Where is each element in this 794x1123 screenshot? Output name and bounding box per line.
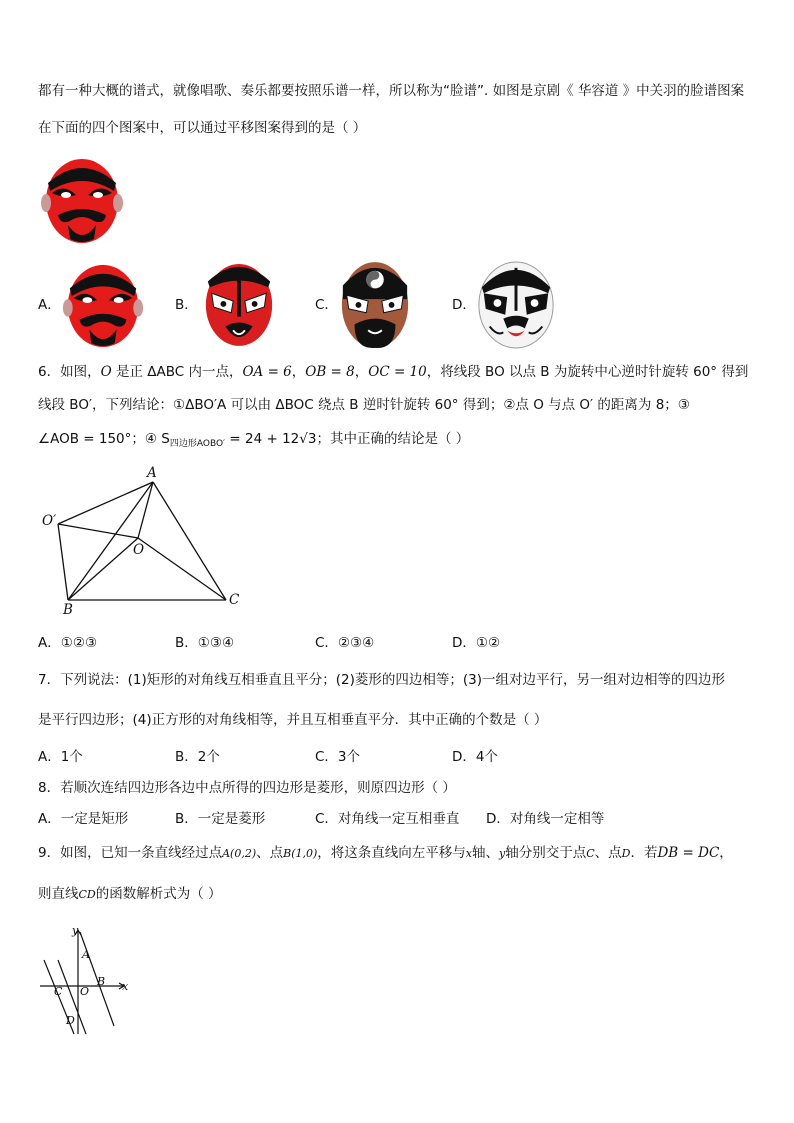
- q8-option-d: D．对角线一定相等: [486, 811, 605, 827]
- q5-text-line1: 都有一种大概的谱式，就像唱歌、奏乐都要按照乐谱一样，所以称为“脸谱”. 如图是京剧《 华容道 》中关羽的脸谱图案: [38, 83, 745, 99]
- q9-fig-label-y: y: [72, 924, 79, 937]
- q6-text-line1: 6．如图，O 是正 ΔABC 内一点，OA = 6，OB = 8，OC = 10，将线段 BO 以点 B 为旋转中心逆时针旋转 60° 得到: [38, 364, 749, 380]
- q7-option-c: C．3个: [315, 749, 361, 765]
- q9-text-line1: 9．如图，已知一条直线经过点A(0,2)、点B(1,0)，将这条直线向左平移与x轴、y轴分别交于点C、点D．若DB = DC，: [38, 845, 733, 861]
- q7-option-b: B．2个: [175, 749, 220, 765]
- q6-fig-label-a: A: [147, 465, 157, 481]
- q7-option-d: D．4个: [452, 749, 498, 765]
- q6-option-b: B．①③④: [175, 635, 235, 651]
- q8-option-a: A．一定是矩形: [38, 811, 129, 827]
- q9-fig-label-d: D: [66, 1014, 75, 1027]
- q8-text-line1: 8．若顺次连结四边形各边中点所得的四边形是菱形，则原四边形（ ）: [38, 780, 456, 796]
- q9-fig-label-x: x: [122, 980, 129, 993]
- q6-option-d: D．①②: [452, 635, 501, 651]
- q5-option-b-label: B．: [175, 297, 198, 313]
- q7-text-line2: 是平行四边形；(4)正方形的对角线相等，并且互相垂直平分．其中正确的个数是（ ）: [38, 712, 548, 728]
- q5-option-c-mask: [337, 256, 413, 350]
- q8-option-c: C．对角线一定互相垂直: [315, 811, 460, 827]
- q9-text-line2: 则直线CD的函数解析式为（ ）: [38, 886, 222, 902]
- q5-option-a-label: A．: [38, 297, 61, 313]
- q9-fig-label-a: A: [82, 948, 90, 961]
- q8-option-b: B．一定是菱形: [175, 811, 266, 827]
- q7-text-line1: 7．下列说法：(1)矩形的对角线互相垂直且平分；(2)菱形的四边相等；(3)一组对边平行，另一组对边相等的四边形: [38, 672, 725, 688]
- q6-fig-label-c: C: [229, 592, 240, 608]
- q6-option-c: C．②③④: [315, 635, 375, 651]
- q6-fig-label-b: B: [63, 602, 73, 618]
- q5-option-a-mask: [60, 258, 146, 350]
- q9-fig-label-b: B: [97, 975, 106, 988]
- q6-text-line2: 线段 BO′，下列结论：①ΔBO′A 可以由 ΔBOC 绕点 B 逆时针旋转 60° 得到；②点 O 与点 O′ 的距离为 8；③: [38, 397, 690, 413]
- q5-option-d-label: D．: [452, 297, 476, 313]
- q5-option-c-label: C．: [315, 297, 338, 313]
- q9-fig-label-c: C: [54, 985, 63, 998]
- guan-yu-mask-image: [38, 153, 126, 245]
- q6-fig-label-o-prime: O′: [42, 513, 57, 529]
- q5-option-b-mask: [200, 258, 278, 348]
- q6-option-a: A．①②③: [38, 635, 98, 651]
- q7-option-a: A．1个: [38, 749, 83, 765]
- q6-fig-label-o: O: [133, 542, 145, 558]
- q9-fig-label-o: O: [80, 985, 90, 998]
- q5-option-d-mask: [474, 258, 558, 350]
- q5-text-line2: 在下面的四个图案中，可以通过平移图案得到的是（ ）: [38, 120, 367, 136]
- q6-text-line3: ∠AOB = 150°；④ $S_{四边形AOBO'} = 24 + 12√3$；其中正确的结论是（ ）: [38, 431, 470, 449]
